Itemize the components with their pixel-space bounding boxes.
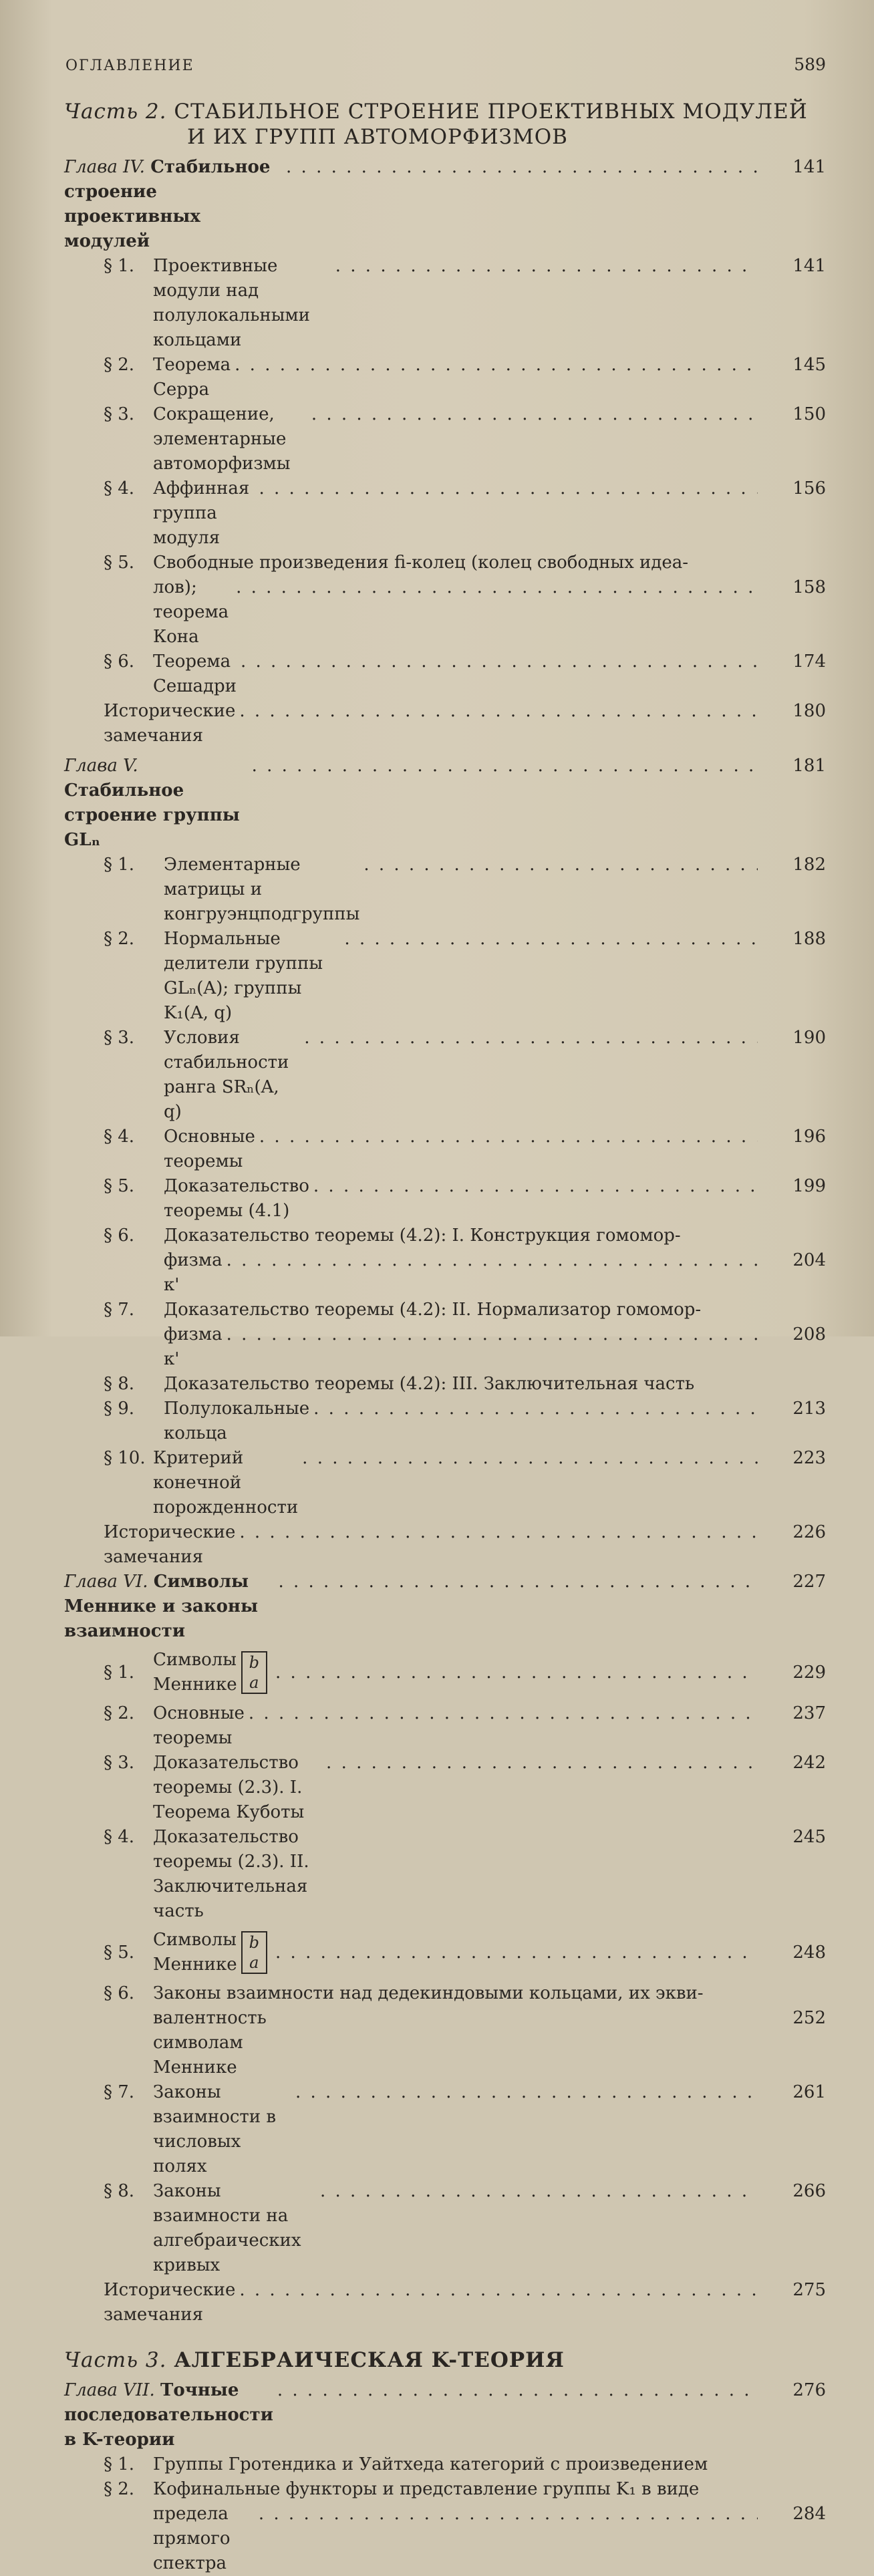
leader-dots	[320, 2179, 758, 2204]
leader-dots	[311, 402, 758, 427]
toc-entry[interactable]	[0, 2452, 874, 2477]
part-label: Часть 3.	[64, 2348, 167, 2372]
section-page: 252	[792, 2008, 826, 2028]
section-title: Элементарные матрицы и конгруэнцподгруппы	[164, 855, 360, 924]
part-3-heading	[64, 2347, 874, 2373]
section-title: Законы взаимности на алгебраических кривых	[153, 2181, 301, 2275]
section-number: § 3.	[104, 1028, 135, 1048]
toc-entry-continuation[interactable]	[0, 1248, 874, 1298]
section-number: § 5.	[104, 1176, 135, 1196]
section-title: Доказательство теоремы (2.3). II. Заключительная часть	[153, 1827, 309, 1921]
toc-entry[interactable]	[0, 1446, 874, 1520]
page-number: 589	[794, 55, 826, 74]
leader-dots	[235, 353, 758, 378]
section-title: Свободные произведения fi-колец (колец свободных идеа-	[153, 553, 689, 573]
section-page: 248	[792, 1942, 826, 1963]
section-number: § 4.	[104, 1827, 135, 1847]
mennicke-symbol	[241, 1931, 267, 1974]
part-2-heading	[64, 99, 874, 150]
section-title: Теорема Серра	[153, 355, 231, 400]
toc-entry[interactable]	[0, 353, 874, 402]
section-number: § 1.	[104, 855, 135, 875]
leader-dots	[302, 1446, 758, 1471]
section-page: 156	[792, 478, 826, 498]
section-title: Доказательство теоремы (2.3). I. Теорема Куботы	[153, 1753, 305, 1822]
toc-entry[interactable]	[0, 1981, 874, 2006]
chapter-6-entry[interactable]	[0, 1570, 874, 1644]
leader-dots	[259, 1125, 758, 1149]
section-title: Сокращение, элементарные автоморфизмы	[153, 404, 291, 474]
section-page: 158	[792, 577, 826, 597]
toc-entry-continuation[interactable]	[0, 1322, 874, 1372]
section-page: 245	[792, 1827, 826, 1847]
section-number: § 1.	[104, 2454, 135, 2474]
symbol-bottom: a	[249, 1673, 259, 1692]
leader-dots	[335, 254, 758, 279]
section-title: Полулокальные кольца	[164, 1399, 310, 1443]
section-number: § 8.	[104, 2181, 135, 2201]
section-number: § 6.	[104, 1226, 135, 1246]
section-number: § 6.	[104, 1983, 135, 2003]
section-number: § 1.	[104, 1662, 135, 1683]
section-title: Кофинальные функторы и представление группы K₁ в виде	[153, 2479, 700, 2499]
chapter-page: 227	[792, 1572, 826, 1592]
section-page: 223	[792, 1448, 826, 1468]
section-number: § 3.	[104, 1753, 135, 1773]
section-title: Условия стабильности ранга SRₙ(A, q)	[164, 1028, 289, 1122]
section-title: Доказательство теоремы (4.2): III. Заключительная часть	[164, 1374, 695, 1394]
section-title-cont: валентность символам Меннике	[153, 2008, 267, 2078]
running-head-title: ОГЛАВЛЕНИЕ	[65, 57, 194, 74]
section-page: 261	[792, 2082, 826, 2102]
toc-entry[interactable]	[0, 650, 874, 699]
toc-entry[interactable]	[0, 2080, 874, 2179]
section-number: § 2.	[104, 355, 135, 375]
leader-dots	[227, 1248, 758, 1273]
section-number: § 2.	[104, 1703, 135, 1723]
leader-dots	[278, 1570, 758, 1594]
section-page: 242	[792, 1753, 826, 1773]
section-page: 145	[792, 355, 826, 375]
section-number: § 10.	[104, 1448, 146, 1468]
section-title: Аффинная группа модуля	[153, 478, 250, 548]
symbol-bottom: a	[249, 1953, 259, 1972]
section-number: § 7.	[104, 1300, 135, 1320]
section-page: 141	[792, 256, 826, 276]
toc-entry[interactable]	[0, 1224, 874, 1248]
section-title: Проективные модули над полулокальными кольцами	[153, 256, 310, 350]
section-number: § 9.	[104, 1399, 135, 1419]
section-number: § 3.	[104, 404, 135, 424]
leader-dots	[239, 699, 758, 724]
toc-entry-continuation[interactable]	[0, 2006, 874, 2080]
section-page: 204	[792, 1250, 826, 1270]
section-title: Исторические замечания	[104, 1522, 236, 1567]
section-title: Критерий конечной порожденности	[153, 1448, 299, 1518]
section-page: 208	[792, 1324, 826, 1344]
toc-entry[interactable]	[0, 1174, 874, 1224]
leader-dots	[344, 927, 758, 952]
section-title: Основные теоремы	[164, 1127, 255, 1171]
leader-dots	[275, 1941, 758, 1965]
section-title-cont: предела прямого спектра	[153, 2504, 231, 2573]
section-title: Законы взаимности над дедекиндовыми кольцами, их экви-	[153, 1983, 704, 2003]
section-page: 237	[792, 1703, 826, 1723]
section-page: 196	[792, 1127, 826, 1147]
toc-entry[interactable]	[0, 1298, 874, 1322]
leader-dots	[239, 2278, 758, 2303]
section-page: 182	[792, 855, 826, 875]
section-number: § 5.	[104, 1942, 135, 1963]
section-title-cont: лов); теорема Кона	[153, 577, 229, 647]
chapter-title: Стабильное строение группы GLₙ	[64, 780, 240, 850]
section-title: Доказательство теоремы (4.2): II. Нормализатор гомомор-	[164, 1300, 702, 1320]
leader-dots	[363, 853, 758, 877]
section-number: § 4.	[104, 1127, 135, 1147]
chapter-4-entry[interactable]	[0, 155, 874, 254]
toc-entry[interactable]	[0, 2278, 874, 2327]
section-page: 188	[792, 929, 826, 949]
section-title: Основные теоремы	[153, 1703, 245, 1748]
part-title-line2: И ИХ ГРУПП АВТОМОРФИЗМОВ	[187, 125, 568, 149]
toc-entry[interactable]	[0, 699, 874, 748]
leader-dots	[275, 1661, 758, 1685]
chapter-page: 141	[792, 157, 826, 177]
section-title: Исторические замечания	[104, 701, 236, 746]
section-page: 190	[792, 1028, 826, 1048]
toc-entry[interactable]	[0, 1397, 874, 1446]
section-page: 275	[792, 2280, 826, 2300]
section-number: § 4.	[104, 478, 135, 498]
table-of-contents	[0, 99, 874, 2576]
leader-dots	[259, 476, 758, 501]
section-title: Доказательство теоремы (4.1)	[164, 1176, 309, 1221]
leader-dots	[313, 1397, 758, 1421]
leader-dots	[277, 2378, 758, 2403]
part-label: Часть 2.	[64, 100, 167, 124]
toc-entry[interactable]	[0, 1701, 874, 1751]
toc-entry[interactable]	[0, 2179, 874, 2278]
section-title: Группы Гротендика и Уайтхеда категорий с произведением	[153, 2454, 708, 2474]
chapter-5-entry[interactable]	[0, 754, 874, 853]
section-number: § 1.	[104, 256, 135, 276]
toc-entry-continuation[interactable]	[0, 575, 874, 650]
leader-dots	[252, 754, 758, 778]
chapter-label: Глава V.	[64, 756, 138, 776]
section-title: Нормальные делители группы GLₙ(A); группы K₁(A, q)	[164, 929, 323, 1023]
section-page: 174	[792, 652, 826, 672]
section-page: 180	[792, 701, 826, 721]
toc-entry[interactable]	[0, 927, 874, 1026]
chapter-title: Точные последовательности в K-теории	[64, 2380, 273, 2450]
toc-entry-continuation[interactable]	[0, 2502, 874, 2576]
part-title: СТАБИЛЬНОЕ СТРОЕНИЕ ПРОЕКТИВНЫХ МОДУЛЕЙ	[174, 100, 808, 124]
chapter-label: Глава VII.	[64, 2380, 155, 2400]
running-head	[65, 55, 826, 74]
leader-dots	[326, 1751, 758, 1775]
toc-entry[interactable]	[0, 1026, 874, 1125]
chapter-7-entry[interactable]	[0, 2378, 874, 2452]
toc-entry[interactable]	[0, 1648, 874, 1697]
toc-entry[interactable]	[0, 1825, 874, 1924]
chapter-page: 181	[792, 756, 826, 776]
section-title: Исторические замечания	[104, 2280, 236, 2325]
section-number: § 6.	[104, 652, 135, 672]
toc-entry[interactable]	[0, 551, 874, 575]
leader-dots	[286, 155, 758, 180]
leader-dots	[295, 2080, 758, 2105]
leader-dots	[241, 650, 758, 674]
chapter-page: 276	[792, 2380, 826, 2400]
section-title: Символы Меннике	[153, 1650, 237, 1695]
symbol-top: b	[249, 1933, 260, 1952]
section-page: 213	[792, 1399, 826, 1419]
section-title: Символы Меннике	[153, 1930, 237, 1975]
part-title: АЛГЕБРАИЧЕСКАЯ K-ТЕОРИЯ	[174, 2348, 565, 2372]
chapter-title: Символы Меннике и законы взаимности	[64, 1572, 259, 1641]
toc-entry[interactable]	[0, 2477, 874, 2502]
toc-entry[interactable]	[0, 1125, 874, 1174]
section-page: 226	[792, 1522, 826, 1542]
section-title: Теорема Сешадри	[153, 652, 237, 696]
leader-dots	[249, 1701, 758, 1726]
section-title: Доказательство теоремы (4.2): I. Конструкция гомомор-	[164, 1226, 681, 1246]
leader-dots	[239, 1520, 758, 1545]
toc-entry[interactable]	[0, 1928, 874, 1977]
section-number: § 5.	[104, 553, 135, 573]
section-number: § 2.	[104, 2479, 135, 2499]
section-page: 150	[792, 404, 826, 424]
toc-entry[interactable]	[0, 402, 874, 476]
section-number: § 2.	[104, 929, 135, 949]
leader-dots	[236, 575, 758, 600]
leader-dots	[313, 1174, 758, 1199]
section-page: 229	[792, 1662, 826, 1683]
section-number: § 8.	[104, 1374, 135, 1394]
chapter-title: Стабильное строение проективных модулей	[64, 157, 271, 251]
mennicke-symbol	[241, 1651, 267, 1694]
section-page: 266	[792, 2181, 826, 2201]
section-number: § 7.	[104, 2082, 135, 2102]
section-title-cont: физма κ'	[164, 1250, 223, 1295]
section-title-cont: физма κ'	[164, 1324, 223, 1369]
chapter-label: Глава IV.	[64, 157, 145, 177]
toc-entry[interactable]	[0, 1372, 874, 1397]
symbol-top: b	[249, 1653, 260, 1672]
chapter-label: Глава VI.	[64, 1572, 148, 1592]
leader-dots	[227, 1322, 758, 1347]
leader-dots	[259, 2502, 758, 2527]
section-page: 199	[792, 1176, 826, 1196]
section-page: 284	[792, 2504, 826, 2524]
toc-entry[interactable]	[0, 853, 874, 927]
toc-entry[interactable]	[0, 254, 874, 353]
section-title: Законы взаимности в числовых полях	[153, 2082, 277, 2176]
toc-entry[interactable]	[0, 476, 874, 551]
leader-dots	[304, 1026, 758, 1050]
toc-entry[interactable]	[0, 1751, 874, 1825]
toc-entry[interactable]	[0, 1520, 874, 1570]
